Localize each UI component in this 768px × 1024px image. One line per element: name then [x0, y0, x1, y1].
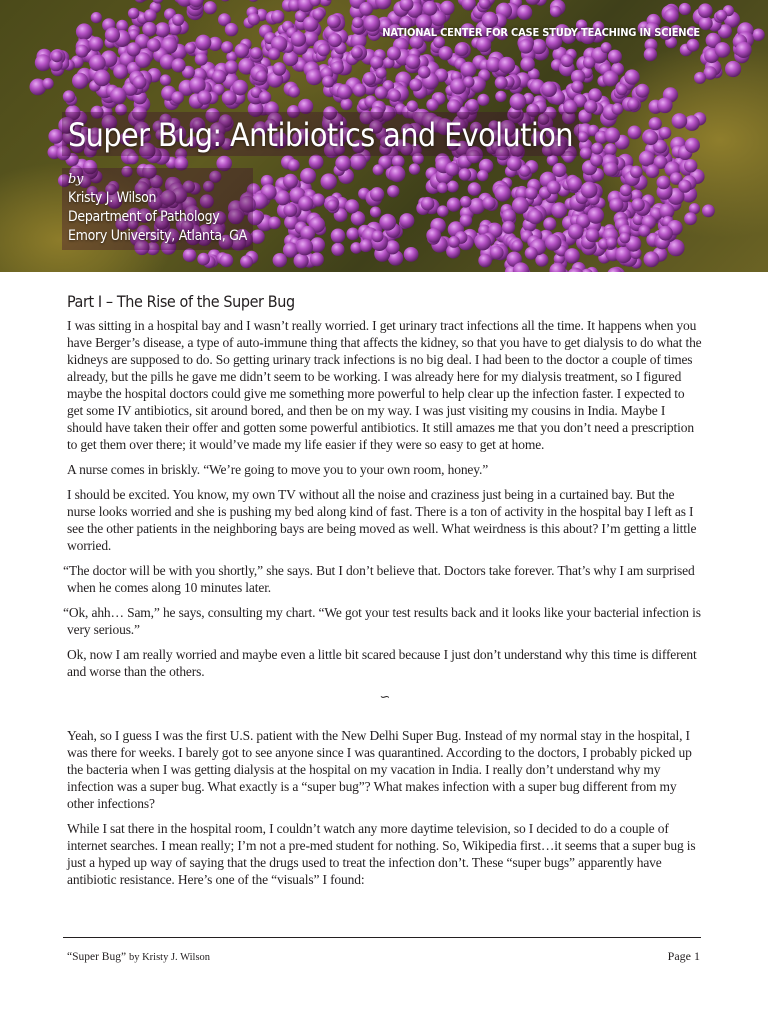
bacterium-cell	[547, 181, 561, 195]
bacterium-cell	[296, 239, 313, 256]
bacterium-cell	[545, 234, 562, 251]
bacterium-cell	[63, 90, 75, 102]
bacterium-cell	[345, 199, 359, 213]
bacterium-cell	[694, 72, 706, 84]
bacterium-cell	[155, 22, 170, 37]
bacterium-cell	[463, 76, 474, 87]
bacterium-cell	[288, 159, 300, 171]
case-study-title: Super Bug: Antibiotics and Evolution	[68, 116, 573, 154]
bacterium-cell	[346, 228, 359, 241]
bacterium-cell	[379, 214, 396, 231]
bacterium-cell	[352, 17, 363, 28]
section-break-ornament: ∽	[379, 689, 391, 704]
bacterium-cell	[630, 166, 643, 179]
bacterium-cell	[511, 240, 523, 252]
bacterium-cell	[283, 203, 297, 217]
bacterium-cell	[172, 14, 184, 26]
bacterium-cell	[312, 193, 325, 206]
bacterium-cell	[370, 187, 384, 201]
bacterium-cell	[76, 23, 93, 40]
bacterium-cell	[437, 182, 448, 193]
bacterium-cell	[219, 0, 232, 2]
paragraph: While I sat there in the hospital room, I couldn’t watch any more daytime television, so I decided to do a couple of internet searches. I mean really; I’m not a pre-med student for nothing. So, Wikipedia first…it seems that a super bug is just a hyped up way of saying that the drugs used to treat the infection don’t. These “super bugs” apparently have antibiotic resistance. Here’s one of the “visuals” I found:	[67, 821, 696, 887]
bacterium-cell	[627, 98, 639, 110]
bacterium-cell	[288, 86, 300, 98]
bacterium-cell	[327, 15, 341, 29]
bacterium-cell	[235, 43, 250, 58]
bacterium-cell	[639, 151, 655, 167]
bacterium-cell	[387, 185, 399, 197]
bacterium-cell	[225, 23, 238, 36]
bacterium-cell	[568, 224, 583, 239]
bacterium-cell	[519, 39, 534, 54]
bacterium-cell	[603, 71, 619, 87]
bacterium-cell	[475, 234, 491, 250]
paragraph: “The doctor will be with you shortly,” she says. But I don’t believe that. Doctors take forever. That’s why I am surprised when he comes along 10 minutes later.	[63, 563, 695, 595]
bacterium-cell	[421, 197, 435, 211]
bacterium-cell	[612, 103, 624, 115]
bacterium-cell	[447, 198, 461, 212]
bacterium-cell	[248, 13, 260, 25]
bacterium-cell	[657, 176, 671, 190]
bacterium-cell	[373, 164, 384, 175]
bacterium-cell	[337, 84, 352, 99]
bacterium-cell	[406, 54, 421, 69]
bacterium-cell	[418, 66, 431, 79]
bacterium-cell	[590, 154, 603, 167]
bacterium-cell	[468, 182, 482, 196]
bacterium-cell	[331, 243, 344, 256]
bacterium-cell	[341, 98, 353, 110]
bacterium-cell	[564, 248, 579, 263]
bacterium-cell	[631, 198, 644, 211]
bacterium-cell	[321, 173, 337, 189]
bacterium-cell	[702, 204, 715, 217]
paragraph: I should be excited. You know, my own TV without all the noise and craziness just being in a curtained bay. But the nurse looks worried and she is pushing my bed along kind of fast. There is a ton of activity in the hospital bay I left as I see the other patients in the neighboring bays are being moved as well. What weirdness is this about? I’m getting a little worried.	[67, 487, 697, 553]
bacterium-cell	[561, 54, 574, 67]
bacterium-cell	[409, 78, 422, 91]
bacterium-cell	[678, 180, 691, 193]
bacterium-cell	[517, 5, 532, 20]
bacterium-cell	[658, 226, 673, 241]
paragraph: Yeah, so I guess I was the first U.S. patient with the New Delhi Super Bug. Instead of my normal stay in the hospital, I was there for weeks. I barely got to see anyone since I was quarantined. According to the doctors, I probably picked up the bacteria when I was getting dialysis at the hospital on my vacation in India. I really don’t understand why my infection was a super bug. What exactly is a “super bug”? What makes infection with a super bug different from my other infections?	[67, 728, 692, 811]
bacterium-cell	[275, 190, 290, 205]
bacterium-cell	[298, 196, 313, 211]
bacterium-cell	[351, 47, 363, 59]
bacterium-cell	[322, 76, 334, 88]
bacterium-cell	[699, 16, 713, 30]
bacterium-cell	[477, 94, 489, 106]
bacterium-cell	[353, 83, 366, 96]
bacterium-cell	[250, 47, 262, 59]
bacterium-cell	[221, 41, 233, 53]
bacterium-cell	[268, 217, 281, 230]
bacterium-cell	[309, 155, 324, 170]
bacterium-cell	[687, 39, 700, 52]
bacterium-cell	[291, 31, 306, 46]
bacterium-cell	[448, 236, 460, 248]
bacterium-cell	[126, 42, 140, 56]
bacterium-cell	[616, 84, 628, 96]
paragraph: A nurse comes in briskly. “We’re going to move you to your own room, honey.”	[67, 462, 489, 477]
bacterium-cell	[327, 200, 339, 212]
bacterium-cell	[51, 51, 63, 63]
bacterium-cell	[271, 10, 284, 23]
bacterium-cell	[525, 247, 538, 260]
bacterium-cell	[183, 248, 197, 262]
footer-title: “Super Bug”	[67, 951, 127, 963]
bacterium-cell	[604, 143, 617, 156]
bacterium-cell	[552, 163, 566, 177]
bacterium-cell	[646, 164, 660, 178]
bacterium-cell	[283, 174, 298, 189]
bacterium-cell	[628, 125, 642, 139]
bacterium-cell	[460, 214, 473, 227]
bacterium-cell	[620, 184, 632, 196]
bacterium-cell	[171, 91, 184, 104]
paragraph: I was sitting in a hospital bay and I wasn’t really worried. I get urinary tract infections all the time. It happens when you have Berger’s disease, a type of auto-immune thing that affects the kidney, so that you have to get dialysis to do what the kidneys are supposed to do. So getting urinary track infections is no big deal. I had been to the doctor a couple of times already, but the pills he gave me didn’t seem to be working. I was already here for my dialysis treatment, so I figured maybe the hospital doctors could give me something more powerful to help clear up the infection faster. I expected to get some IV antibiotics, sit around bored, and then be on my way. I was just visiting my cousins in India. Maybe I should have taken their offer and gotten some powerful antibiotics. It still amazes me that you don’t need a prescription to get them over there; it would’ve made my life easier if they were so easy to get at home.	[67, 318, 702, 452]
bacterium-cell	[72, 73, 88, 89]
bacterium-cell	[144, 9, 157, 22]
bacterium-cell	[586, 228, 600, 242]
bacterium-cell	[376, 68, 387, 79]
bacterium-cell	[147, 38, 161, 52]
bacterium-cell	[331, 61, 344, 74]
bacterium-cell	[495, 91, 506, 102]
bacterium-cell	[439, 46, 453, 60]
bacterium-cell	[387, 46, 401, 60]
paragraph: Ok, now I am really worried and maybe even a little bit scared because I just don’t understand why this time is different and worse than the others.	[67, 647, 697, 679]
bacterium-cell	[502, 221, 515, 234]
bacterium-cell	[571, 81, 583, 93]
bacterium-cell	[335, 155, 351, 171]
bacterium-cell	[460, 196, 472, 208]
bacterium-cell	[541, 81, 557, 97]
bacterium-cell	[259, 91, 271, 103]
bacterium-cell	[319, 0, 331, 6]
bacterium-cell	[525, 187, 538, 200]
bacterium-cell	[685, 138, 700, 153]
bacterium-cell	[591, 143, 603, 155]
bacterium-cell	[679, 3, 691, 15]
bacterium-cell	[649, 117, 662, 130]
bacterium-cell	[715, 42, 731, 58]
bacterium-cell	[583, 56, 595, 68]
bacterium-cell	[389, 166, 405, 182]
bacterium-cell	[204, 1, 217, 14]
case-study-body	[63, 292, 703, 896]
bacterium-cell	[359, 239, 372, 252]
bacterium-cell	[388, 89, 401, 102]
bacterium-cell	[317, 44, 330, 57]
bacterium-cell	[220, 253, 234, 267]
bacterium-cell	[312, 8, 324, 20]
bacterium-cell	[643, 130, 658, 145]
bacterium-cell	[609, 198, 623, 212]
bacterium-cell	[268, 48, 280, 60]
bacterium-cell	[172, 58, 186, 72]
bacterium-cell	[372, 230, 384, 242]
organization-name: NATIONAL CENTER FOR CASE STUDY TEACHING IN SCIENCE	[382, 26, 700, 39]
part-title: Part I – The Rise of the Super Bug	[67, 292, 295, 311]
bacterium-cell	[35, 54, 52, 71]
bacterium-cell	[619, 232, 630, 243]
bacterium-cell	[510, 93, 527, 110]
bacterium-cell	[698, 3, 713, 18]
bacterium-cell	[498, 57, 515, 74]
bacterium-cell	[300, 168, 316, 184]
byline	[62, 168, 253, 250]
bacterium-cell	[606, 237, 617, 248]
bacterium-cell	[426, 228, 441, 243]
bacterium-cell	[404, 247, 419, 262]
bacterium-cell	[42, 78, 53, 89]
page-number: Page 1	[667, 949, 700, 963]
bacterium-cell	[603, 162, 618, 177]
title-block	[62, 112, 579, 156]
bacterium-cell	[185, 42, 196, 53]
bacterium-cell	[422, 1, 437, 16]
footer-author: by Kristy J. Wilson	[128, 952, 211, 963]
header-banner	[0, 0, 768, 272]
bacterium-cell	[477, 170, 488, 181]
bacterium-cell	[459, 168, 472, 181]
bacterium-cell	[310, 252, 324, 266]
bacterium-cell	[197, 90, 211, 104]
bacterium-cell	[212, 70, 226, 84]
bacterium-cell	[94, 70, 111, 87]
bacterium-cell	[240, 255, 253, 268]
bacterium-cell	[478, 254, 492, 268]
bacterium-cell	[550, 6, 562, 18]
bacterium-cell	[359, 2, 373, 16]
bacterium-cell	[113, 64, 128, 79]
bacterium-cell	[399, 213, 414, 228]
bacterium-cell	[644, 48, 657, 61]
bacterium-cell	[520, 57, 535, 72]
bacterium-cell	[495, 76, 508, 89]
bacterium-cell	[580, 147, 592, 159]
bacterium-cell	[584, 100, 597, 113]
bacterium-cell	[445, 162, 459, 176]
bacterium-cell	[604, 127, 620, 143]
bacterium-cell	[300, 226, 315, 241]
bacterium-cell	[490, 246, 504, 260]
bacterium-cell	[543, 217, 556, 230]
bacterium-cell	[588, 207, 605, 224]
footer-rule	[63, 937, 701, 938]
bacterium-cell	[657, 98, 673, 114]
bacterium-cell	[528, 209, 543, 224]
bacterium-cell	[482, 196, 495, 209]
bacterium-cell	[91, 12, 102, 23]
bacterium-cell	[466, 99, 479, 112]
bacterium-cell	[672, 113, 688, 129]
bacterium-cell	[142, 22, 157, 37]
bacterium-cell	[460, 62, 476, 78]
bacterium-cell	[195, 35, 211, 51]
bacterium-cell	[578, 131, 589, 142]
bacterium-cell	[581, 182, 598, 199]
bacterium-cell	[407, 100, 419, 112]
bacterium-cell	[370, 56, 383, 69]
bacterium-cell	[232, 80, 248, 96]
bacterium-cell	[195, 53, 208, 66]
bacterium-cell	[725, 61, 741, 77]
bacterium-cell	[608, 50, 622, 64]
bacterium-cell	[76, 45, 89, 58]
bacterium-cell	[294, 253, 309, 268]
bacterium-cell	[476, 37, 491, 52]
bacterium-cell	[160, 74, 171, 85]
bacterium-cell	[89, 55, 106, 72]
bacterium-cell	[375, 86, 388, 99]
bacterium-cell	[110, 87, 126, 103]
bacterium-cell	[512, 197, 529, 214]
bacterium-cell	[644, 251, 660, 267]
bacterium-cell	[133, 75, 147, 89]
bacterium-cell	[752, 29, 765, 42]
author-name: Kristy J. Wilson	[68, 190, 157, 206]
bacterium-cell	[248, 0, 260, 2]
bacterium-cell	[494, 185, 511, 202]
bacterium-cell	[426, 99, 438, 111]
bacterium-cell	[89, 37, 104, 52]
bacterium-cell	[601, 42, 612, 53]
author-department: Department of Pathology	[68, 209, 220, 225]
bacterium-cell	[364, 15, 381, 32]
bacterium-cell	[624, 69, 639, 84]
bacterium-cell	[716, 10, 727, 21]
bacterium-cell	[659, 127, 671, 139]
bacterium-cell	[128, 8, 139, 19]
author-institution: Emory University, Atlanta, GA	[68, 228, 247, 244]
paragraph: “Ok, ahh… Sam,” he says, consulting my chart. “We got your test results back and it looks like your bacterial infection is very serious.”	[63, 605, 701, 637]
bacterium-cell	[105, 27, 120, 42]
bacterium-cell	[370, 207, 381, 218]
bacterium-cell	[331, 229, 346, 244]
byline-by: by	[68, 172, 84, 187]
bacterium-cell	[567, 177, 582, 192]
bacterium-cell	[455, 42, 469, 56]
bacterium-cell	[409, 163, 420, 174]
footer-running-title	[67, 951, 210, 963]
bacterium-cell	[664, 8, 679, 23]
bacterium-cell	[273, 62, 287, 76]
bacterium-cell	[306, 69, 322, 85]
bacterium-cell	[736, 42, 752, 58]
bacterium-cell	[363, 72, 376, 85]
bacterium-cell	[225, 60, 239, 74]
bacterium-cell	[273, 253, 287, 267]
bacterium-cell	[197, 253, 210, 266]
bacterium-cell	[635, 84, 649, 98]
bacterium-cell	[684, 212, 697, 225]
bacterium-cell	[684, 159, 697, 172]
bacterium-cell	[507, 156, 522, 171]
bacterium-cell	[437, 205, 449, 217]
bacterium-cell	[328, 33, 342, 47]
bacterium-cell	[256, 70, 268, 82]
bacterium-cell	[638, 225, 650, 237]
